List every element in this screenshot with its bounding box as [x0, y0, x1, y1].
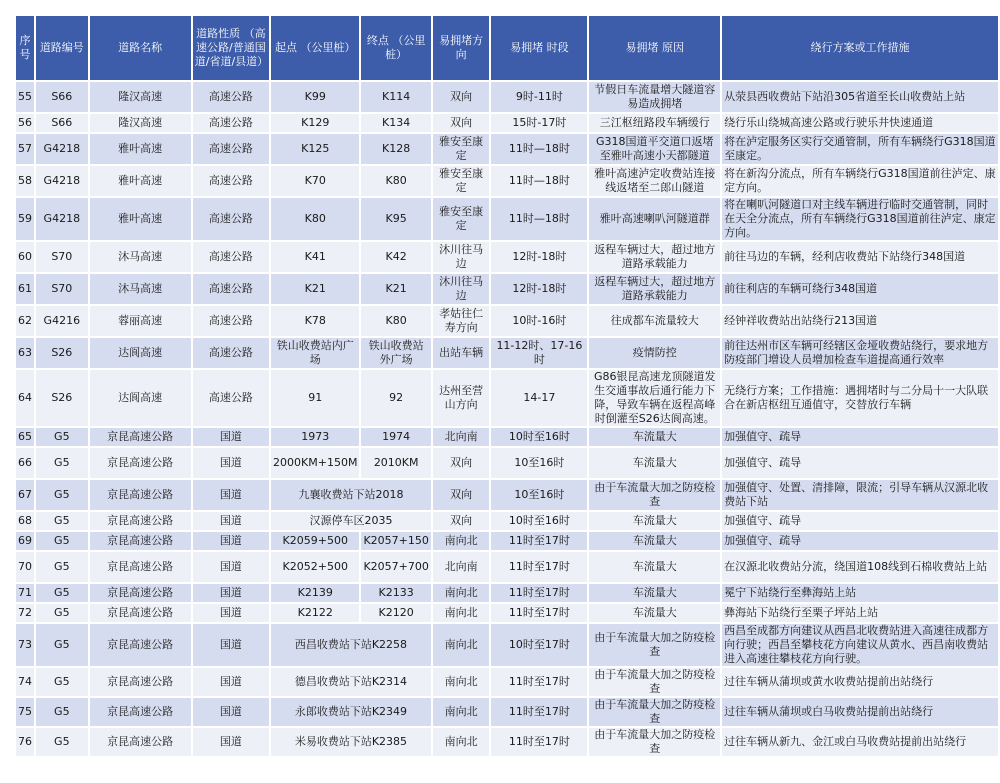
cell-reason: 由于车流量大加之防疫检查: [589, 480, 720, 510]
cell-seq: 69: [16, 532, 34, 550]
cell-period: 11时至17时: [491, 668, 587, 696]
cell-reason: G318国道平交道口返堵至雅叶高速小天都隧道: [589, 134, 720, 164]
table-row: [16, 698, 998, 726]
cell-period: 11时至17时: [491, 698, 587, 726]
cell-period: 11时—18时: [491, 198, 587, 240]
table-row: [16, 114, 998, 132]
cell-start: 永郎收费站下站K2349: [271, 698, 431, 726]
cell-end: K2057+700: [361, 552, 430, 582]
cell-end: K21: [361, 274, 430, 304]
cell-seq: 62: [16, 306, 34, 336]
cell-road-code: S66: [36, 114, 88, 132]
cell-start: 西昌收费站下站K2258: [271, 624, 431, 666]
cell-period: 9时-11时: [491, 82, 587, 112]
cell-road-code: G5: [36, 668, 88, 696]
table-row: [16, 274, 998, 304]
cell-end: 92: [361, 370, 430, 426]
cell-reason: 返程车辆过大，超过地方道路承载能力: [589, 274, 720, 304]
cell-road-name: 雅叶高速: [90, 198, 191, 240]
congestion-table-container: [14, 14, 1000, 758]
header-road-code: 道路编号: [36, 16, 88, 80]
cell-end: K2133: [361, 584, 430, 602]
cell-start: 德昌收费站下站K2314: [271, 668, 431, 696]
cell-road-type: 国道: [193, 728, 269, 756]
cell-road-name: 京昆高速公路: [90, 480, 191, 510]
cell-start: 1973: [271, 428, 359, 446]
cell-measures: 西昌至成都方向建议从西昌北收费站进入高速往成都方向行驶；西昌至攀枝花方向建议从黄水、西昌南收费站进入高速往攀枝花方向行驶。: [722, 624, 998, 666]
cell-measures: 将在新沟分流点，所有车辆绕行G318国道前往泸定、康定方向。: [722, 166, 998, 196]
cell-road-code: G4218: [36, 166, 88, 196]
cell-road-name: 隆汉高速: [90, 114, 191, 132]
cell-road-code: G5: [36, 552, 88, 582]
cell-direction: 沐川往马边: [433, 274, 490, 304]
cell-start: K129: [271, 114, 359, 132]
cell-start: 汉源停车区2035: [271, 512, 431, 530]
cell-seq: 63: [16, 338, 34, 368]
table-row: [16, 624, 998, 666]
cell-road-type: 高速公路: [193, 198, 269, 240]
cell-period: 11时至17时: [491, 532, 587, 550]
cell-road-name: 达阆高速: [90, 338, 191, 368]
cell-direction: 双向: [433, 448, 490, 478]
cell-direction: 雅安至康定: [433, 134, 490, 164]
cell-start: 铁山收费站内广场: [271, 338, 359, 368]
cell-road-type: 国道: [193, 624, 269, 666]
cell-road-code: S66: [36, 82, 88, 112]
cell-direction: 南向北: [433, 698, 490, 726]
table-row: [16, 668, 998, 696]
cell-direction: 南向北: [433, 668, 490, 696]
cell-direction: 双向: [433, 512, 490, 530]
cell-reason: 车流量大: [589, 512, 720, 530]
cell-road-name: 京昆高速公路: [90, 448, 191, 478]
cell-road-code: S26: [36, 370, 88, 426]
cell-road-type: 高速公路: [193, 166, 269, 196]
cell-direction: 南向北: [433, 584, 490, 602]
cell-start: 九襄收费站下站2018: [271, 480, 431, 510]
cell-seq: 76: [16, 728, 34, 756]
cell-road-type: 高速公路: [193, 82, 269, 112]
cell-reason: 返程车辆过大，超过地方道路承载能力: [589, 242, 720, 272]
cell-road-type: 高速公路: [193, 242, 269, 272]
cell-end: K80: [361, 306, 430, 336]
table-row: [16, 480, 998, 510]
cell-start: K2059+500: [271, 532, 359, 550]
cell-road-code: G5: [36, 584, 88, 602]
cell-end: K114: [361, 82, 430, 112]
cell-direction: 孝姑往仁寿方向: [433, 306, 490, 336]
header-road-type: 道路性质 （高速公路/普通国道/省道/县道）: [193, 16, 269, 80]
cell-period: 10至16时: [491, 448, 587, 478]
cell-measures: 将在泸定服务区实行交通管制，所有车辆绕行G318国道至康定。: [722, 134, 998, 164]
cell-period: 10时至16时: [491, 512, 587, 530]
cell-direction: 北向南: [433, 552, 490, 582]
cell-road-code: G5: [36, 532, 88, 550]
cell-period: 10时至17时: [491, 624, 587, 666]
cell-road-name: 隆汉高速: [90, 82, 191, 112]
cell-reason: 车流量大: [589, 532, 720, 550]
cell-road-type: 高速公路: [193, 306, 269, 336]
cell-road-code: G5: [36, 512, 88, 530]
cell-seq: 67: [16, 480, 34, 510]
cell-measures: 将在喇叭河隧道口对主线车辆进行临时交通管制，同时在天全分流点，所有车辆绕行G318国道前往泸定、康定方向。: [722, 198, 998, 240]
cell-period: 11时至17时: [491, 552, 587, 582]
header-measures: 绕行方案或工作措施: [722, 16, 998, 80]
cell-road-type: 国道: [193, 532, 269, 550]
cell-direction: 北向南: [433, 428, 490, 446]
cell-road-type: 高速公路: [193, 134, 269, 164]
cell-end: K2120: [361, 604, 430, 622]
cell-period: 11时至17时: [491, 728, 587, 756]
cell-start: K80: [271, 198, 359, 240]
cell-road-code: G5: [36, 698, 88, 726]
cell-end: 1974: [361, 428, 430, 446]
cell-road-name: 京昆高速公路: [90, 552, 191, 582]
table-row: [16, 532, 998, 550]
cell-road-code: S70: [36, 274, 88, 304]
cell-start: K21: [271, 274, 359, 304]
cell-road-code: G5: [36, 604, 88, 622]
cell-road-code: G4216: [36, 306, 88, 336]
cell-road-name: 沐马高速: [90, 274, 191, 304]
cell-measures: 过往车辆从新九、金江或白马收费站提前出站绕行: [722, 728, 998, 756]
table-row: [16, 134, 998, 164]
cell-period: 10时-16时: [491, 306, 587, 336]
cell-road-type: 国道: [193, 584, 269, 602]
table-row: [16, 242, 998, 272]
cell-start: K125: [271, 134, 359, 164]
cell-seq: 71: [16, 584, 34, 602]
table-row: [16, 82, 998, 112]
cell-road-type: 国道: [193, 604, 269, 622]
cell-road-name: 雅叶高速: [90, 134, 191, 164]
table-row: [16, 338, 998, 368]
header-seq: 序号: [16, 16, 34, 80]
cell-end: K95: [361, 198, 430, 240]
cell-direction: 达州至营山方向: [433, 370, 490, 426]
cell-road-type: 高速公路: [193, 338, 269, 368]
cell-direction: 双向: [433, 114, 490, 132]
cell-measures: 加强值守、疏导: [722, 532, 998, 550]
cell-road-name: 京昆高速公路: [90, 668, 191, 696]
cell-period: 10至16时: [491, 480, 587, 510]
table-row: [16, 552, 998, 582]
cell-end: 2010KM: [361, 448, 430, 478]
cell-seq: 58: [16, 166, 34, 196]
cell-measures: 加强值守、疏导: [722, 448, 998, 478]
cell-direction: 南向北: [433, 624, 490, 666]
cell-end: K128: [361, 134, 430, 164]
cell-period: 14-17: [491, 370, 587, 426]
cell-period: 11时—18时: [491, 134, 587, 164]
cell-road-code: G5: [36, 624, 88, 666]
table-row: [16, 448, 998, 478]
table-row: [16, 512, 998, 530]
cell-road-name: 京昆高速公路: [90, 428, 191, 446]
cell-road-name: 沐马高速: [90, 242, 191, 272]
cell-road-code: S26: [36, 338, 88, 368]
cell-start: K70: [271, 166, 359, 196]
cell-reason: 三江枢纽路段车辆缓行: [589, 114, 720, 132]
cell-reason: 车流量大: [589, 604, 720, 622]
cell-measures: 加强值守、疏导: [722, 428, 998, 446]
header-start: 起点 （公里桩）: [271, 16, 359, 80]
cell-seq: 65: [16, 428, 34, 446]
cell-measures: 彝海站下站绕行至栗子坪站上站: [722, 604, 998, 622]
cell-direction: 沐川往马边: [433, 242, 490, 272]
cell-direction: 雅安至康定: [433, 198, 490, 240]
cell-road-name: 京昆高速公路: [90, 728, 191, 756]
cell-seq: 55: [16, 82, 34, 112]
cell-measures: 经钟祥收费站出站绕行213国道: [722, 306, 998, 336]
cell-road-code: G5: [36, 428, 88, 446]
cell-reason: 由于车流量大加之防疫检查: [589, 728, 720, 756]
cell-measures: 加强值守、疏导: [722, 512, 998, 530]
cell-road-type: 高速公路: [193, 274, 269, 304]
cell-reason: 往成都车流量较大: [589, 306, 720, 336]
cell-direction: 雅安至康定: [433, 166, 490, 196]
table-row: [16, 306, 998, 336]
cell-period: 10时至16时: [491, 428, 587, 446]
cell-start: K2052+500: [271, 552, 359, 582]
header-end: 终点 （公里桩）: [361, 16, 430, 80]
cell-road-name: 京昆高速公路: [90, 604, 191, 622]
cell-reason: 车流量大: [589, 552, 720, 582]
table-row: [16, 428, 998, 446]
cell-seq: 68: [16, 512, 34, 530]
cell-seq: 57: [16, 134, 34, 164]
header-reason: 易拥堵 原因: [589, 16, 720, 80]
cell-period: 15时-17时: [491, 114, 587, 132]
cell-measures: 在汉源北收费站分流，绕国道108线到石棉收费站上站: [722, 552, 998, 582]
cell-period: 11时至17时: [491, 604, 587, 622]
cell-road-name: 京昆高速公路: [90, 512, 191, 530]
cell-start: K41: [271, 242, 359, 272]
cell-reason: 节假日车流量增大隧道容易造成拥堵: [589, 82, 720, 112]
header-direction: 易拥堵方向: [433, 16, 490, 80]
cell-period: 11-12时、17-16时: [491, 338, 587, 368]
cell-road-code: G5: [36, 448, 88, 478]
table-row: [16, 584, 998, 602]
cell-start: K99: [271, 82, 359, 112]
cell-direction: 南向北: [433, 604, 490, 622]
table-row: [16, 728, 998, 756]
cell-direction: 双向: [433, 480, 490, 510]
cell-period: 11时至17时: [491, 584, 587, 602]
cell-start: K2139: [271, 584, 359, 602]
cell-reason: 由于车流量大加之防疫检查: [589, 624, 720, 666]
cell-road-name: 京昆高速公路: [90, 698, 191, 726]
table-row: [16, 198, 998, 240]
cell-road-code: G4218: [36, 134, 88, 164]
cell-direction: 南向北: [433, 728, 490, 756]
table-row: [16, 166, 998, 196]
cell-road-type: 国道: [193, 552, 269, 582]
cell-road-type: 国道: [193, 480, 269, 510]
cell-seq: 60: [16, 242, 34, 272]
cell-measures: 过往车辆从蒲坝或白马收费站提前出站绕行: [722, 698, 998, 726]
cell-road-name: 达阆高速: [90, 370, 191, 426]
cell-measures: 无绕行方案；工作措施：遇拥堵时与二分局十一大队联合在新店枢纽互通值守，交替放行车辆: [722, 370, 998, 426]
header-road-name: 道路名称: [90, 16, 191, 80]
cell-road-code: S70: [36, 242, 88, 272]
cell-direction: 南向北: [433, 532, 490, 550]
cell-seq: 64: [16, 370, 34, 426]
cell-seq: 72: [16, 604, 34, 622]
cell-seq: 73: [16, 624, 34, 666]
cell-reason: 疫情防控: [589, 338, 720, 368]
cell-measures: 从荥县西收费站下站沿305省道至长山收费站上站: [722, 82, 998, 112]
header-row: [16, 16, 998, 80]
cell-start: 米易收费站下站K2385: [271, 728, 431, 756]
cell-measures: 前往马边的车辆，经利店收费站下站绕行348国道: [722, 242, 998, 272]
cell-measures: 冕宁下站绕行至彝海站上站: [722, 584, 998, 602]
cell-end: K2057+150: [361, 532, 430, 550]
cell-road-type: 国道: [193, 448, 269, 478]
cell-road-name: 京昆高速公路: [90, 584, 191, 602]
cell-end: K80: [361, 166, 430, 196]
cell-start: K2122: [271, 604, 359, 622]
cell-seq: 75: [16, 698, 34, 726]
cell-road-type: 国道: [193, 512, 269, 530]
cell-end: 铁山收费站外广场: [361, 338, 430, 368]
cell-direction: 双向: [433, 82, 490, 112]
cell-reason: 雅叶高速喇叭河隧道群: [589, 198, 720, 240]
cell-period: 12时-18时: [491, 274, 587, 304]
cell-road-type: 高速公路: [193, 114, 269, 132]
cell-reason: 车流量大: [589, 584, 720, 602]
cell-reason: 由于车流量大加之防疫检查: [589, 668, 720, 696]
cell-reason: 由于车流量大加之防疫检查: [589, 698, 720, 726]
cell-road-type: 高速公路: [193, 370, 269, 426]
cell-measures: 过往车辆从蒲坝或黄水收费站提前出站绕行: [722, 668, 998, 696]
cell-seq: 56: [16, 114, 34, 132]
cell-measures: 前往达州市区车辆可经辖区金垭收费站绕行，要求地方防疫部门增设人员增加检查车道提高通行效率: [722, 338, 998, 368]
cell-start: 91: [271, 370, 359, 426]
cell-road-name: 雅叶高速: [90, 166, 191, 196]
cell-road-code: G4218: [36, 198, 88, 240]
cell-start: 2000KM+150M: [271, 448, 359, 478]
cell-measures: 前往利店的车辆可绕行348国道: [722, 274, 998, 304]
cell-road-type: 国道: [193, 428, 269, 446]
cell-period: 11时—18时: [491, 166, 587, 196]
cell-road-code: G5: [36, 728, 88, 756]
cell-reason: G86银昆高速龙顶隧道发生交通事故后通行能力下降，导致车辆在返程高峰时倒灌至S26达阆高速。: [589, 370, 720, 426]
cell-road-name: 京昆高速公路: [90, 532, 191, 550]
table-row: [16, 604, 998, 622]
congestion-table: [14, 14, 1000, 758]
header-period: 易拥堵 时段: [491, 16, 587, 80]
cell-measures: 绕行乐山绕城高速公路或行驶乐井快速通道: [722, 114, 998, 132]
cell-road-code: G5: [36, 480, 88, 510]
table-row: [16, 370, 998, 426]
cell-reason: 车流量大: [589, 428, 720, 446]
cell-seq: 74: [16, 668, 34, 696]
cell-seq: 61: [16, 274, 34, 304]
cell-road-name: 京昆高速公路: [90, 624, 191, 666]
cell-road-type: 国道: [193, 698, 269, 726]
cell-reason: 雅叶高速泸定收费站连接线返堵至二郎山隧道: [589, 166, 720, 196]
cell-reason: 车流量大: [589, 448, 720, 478]
cell-start: K78: [271, 306, 359, 336]
cell-seq: 59: [16, 198, 34, 240]
cell-road-type: 国道: [193, 668, 269, 696]
cell-end: K42: [361, 242, 430, 272]
cell-road-name: 蓉丽高速: [90, 306, 191, 336]
cell-seq: 70: [16, 552, 34, 582]
cell-period: 12时-18时: [491, 242, 587, 272]
cell-measures: 加强值守、处置、清排障，限流；引导车辆从汉源北收费站下站: [722, 480, 998, 510]
cell-direction: 出站车辆: [433, 338, 490, 368]
cell-end: K134: [361, 114, 430, 132]
cell-seq: 66: [16, 448, 34, 478]
